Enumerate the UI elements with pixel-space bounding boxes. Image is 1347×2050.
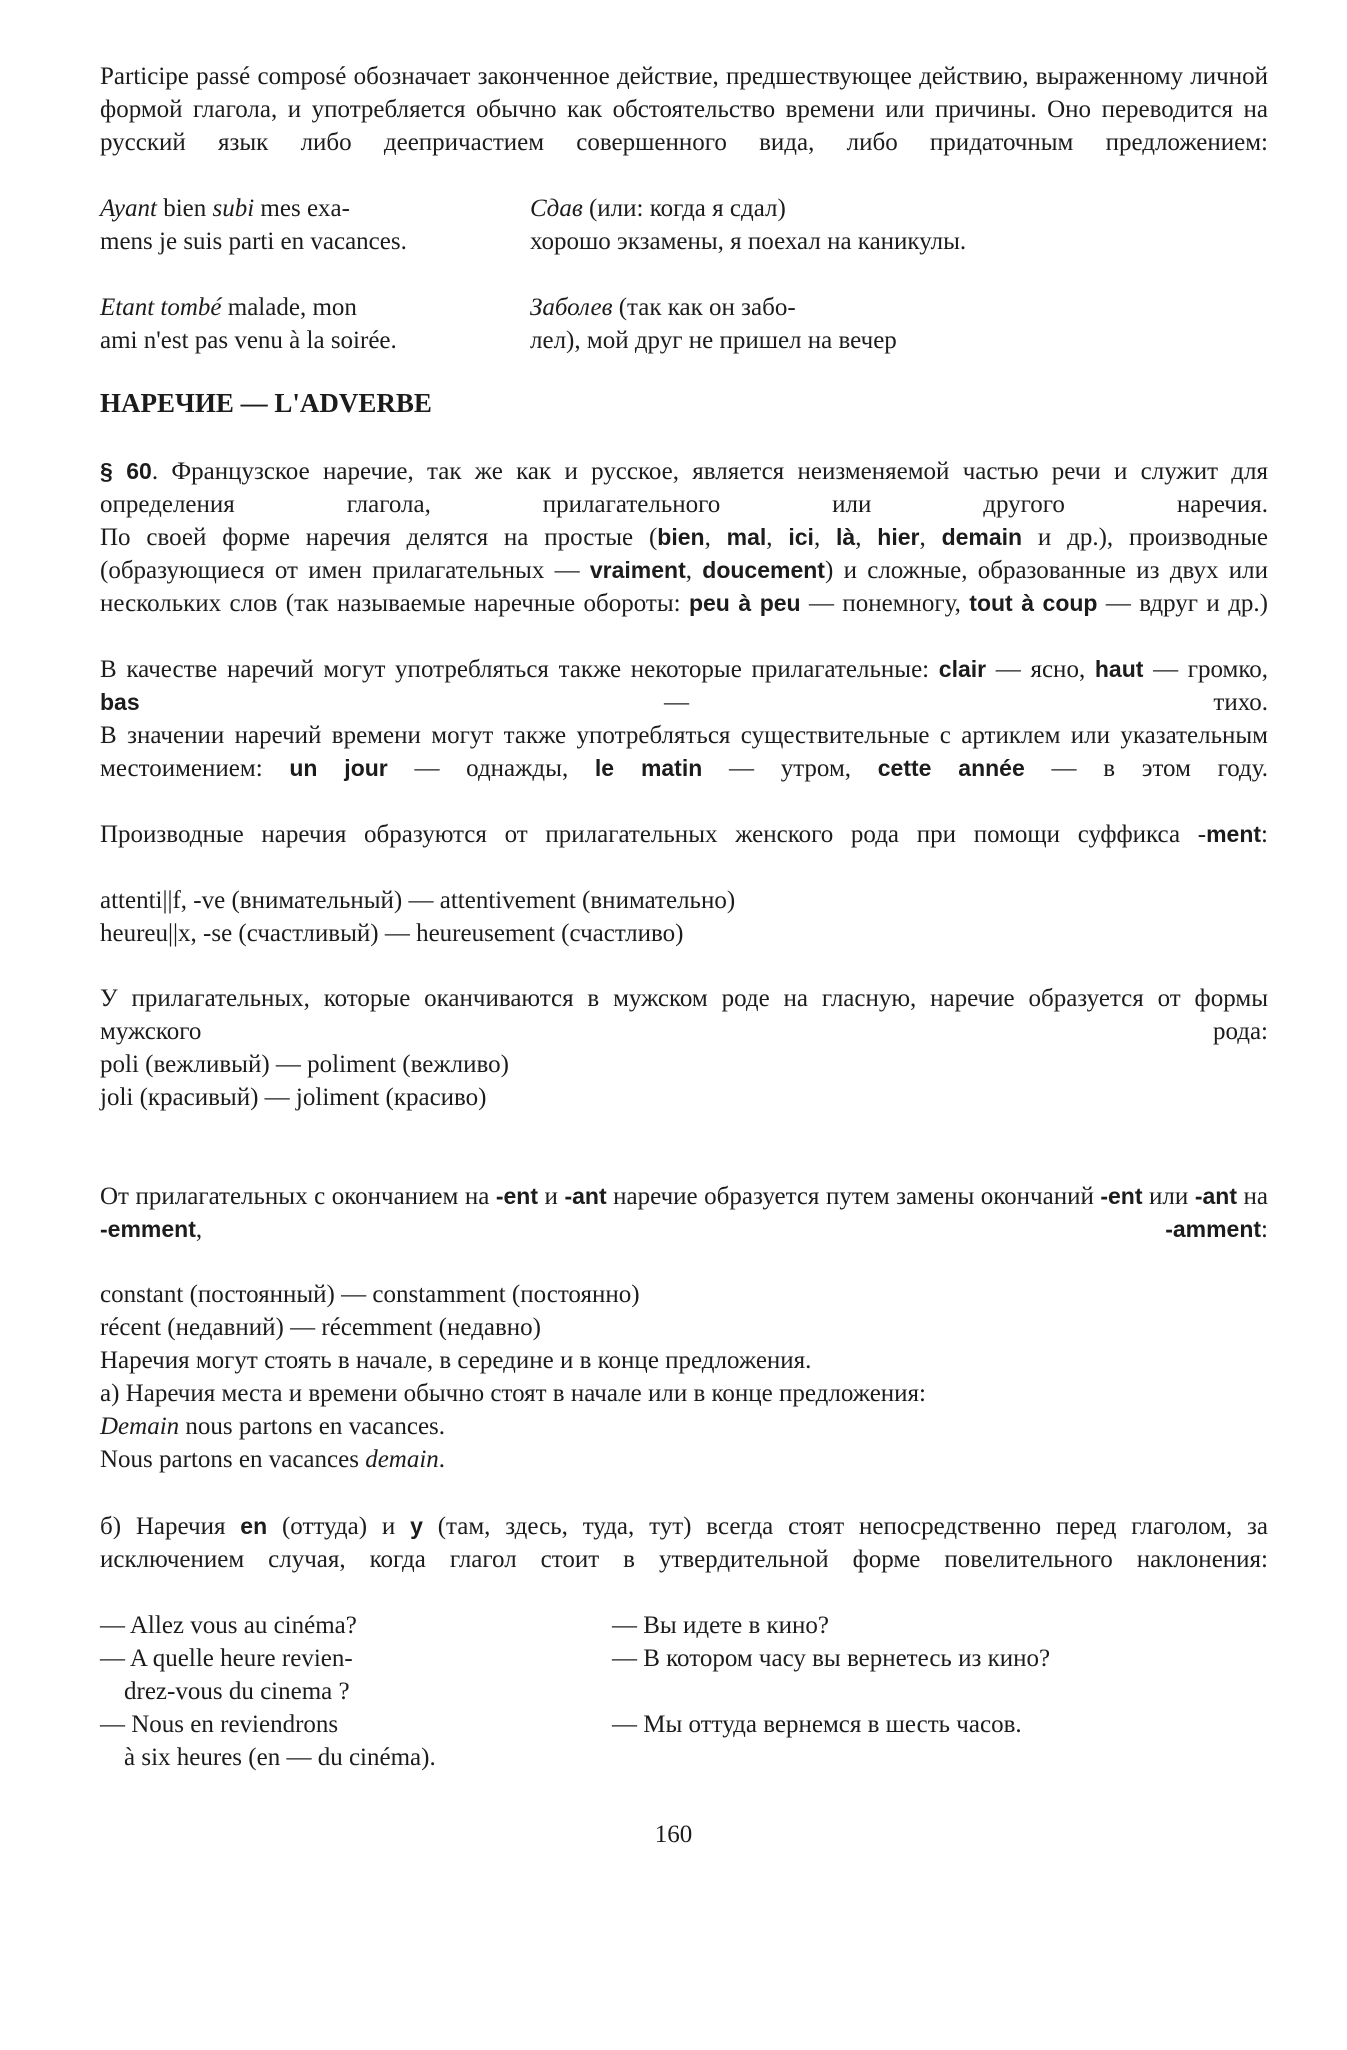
example-ru-line: Сдав (или: когда я сдал) [530,195,786,222]
dialog-fr: — Allez vous au cinéma? [100,1612,357,1639]
paragraph-adverb-forms: По своей форме наречия делятся на простые (bien, mal, ici, là, hier, demain и др.), производные (образующиеся от имен прилагательных — vraiment, doucement) и сложные, образованные из двух или нескольких слов (так называемые наречные обороты: peu à peu — понемногу, tout à coup — вдруг и др.) [100,524,1269,617]
example-line: récent (недавний) — récemment (недавно) [100,1314,541,1341]
section-heading: НАРЕЧИЕ — L'ADVERBE [100,388,432,418]
example-line: attenti||f, -ve (внимательный) — attentivement (внимательно) [100,887,736,914]
paragraph-ent-ant: От прилагательных с окончанием на -ent и -ant наречие образуется путем замены окончаний -ent или -ant на -emment, -amment: [100,1183,1268,1243]
example-line: heureu||x, -se (счастливый) — heureusement (счастливо) [100,920,684,947]
example-line: poli (вежливый) — poliment (вежливо) [100,1051,509,1078]
example-line: Demain nous partons en vacances. [100,1413,446,1440]
dialog-examples [100,1609,1268,1774]
adverb-position-text: Наречия могут стоять в начале, в середине и в конце предложения. [100,1347,812,1374]
example-line: constant (постоянный) — constamment (постоянно) [100,1281,640,1308]
paragraph-vowel-ending: У прилагательных, которые оканчиваются в мужском роде на гласную, наречие образуется от формы мужского рода: [100,985,1268,1045]
paragraph-en-y: б) Наречия en (оттуда) и y (там, здесь, туда, тут) всегда стоят непосредственно перед глаголом, за исключением случая, когда глагол стоит в утвердительной форме повелительного наклонения: [100,1513,1268,1573]
example-line: joli (красивый) — joliment (красиво) [100,1084,487,1111]
examples-masculine [100,1048,1268,1114]
example-fr-line: Ayant bien subi mes exa- [100,195,350,222]
dialog-fr: — Nous en reviendrons [100,1711,339,1738]
dialog-ru: — В котором часу вы вернетесь из кино? [612,1645,1051,1672]
dialog-fr: à six heures (en — du cinéma). [124,1744,436,1771]
paragraph-suffix-ment: Производные наречия образуются от прилагательных женского рода при помощи суффикса -ment: [100,821,1268,848]
dialog-row [100,1609,1268,1642]
page-number: 160 [654,1821,693,1848]
paragraph-60: § 60. Французское наречие, так же как и русское, является неизменяемой частью речи и служит для определения глагола, прилагательного или другого наречия. [100,458,1268,518]
example-line: Nous partons en vacances demain. [100,1446,446,1473]
example-fr-line: Etant tombé malade, mon [100,294,357,321]
dialog-row [100,1642,1268,1708]
example-fr-line: mens je suis parti en vacances. [100,228,407,255]
paragraph-adjectives-as-adverbs: В качестве наречий могут употребляться также некоторые прилагательные: clair — ясно, haut — громко, bas — тихо. [100,656,1268,716]
example-fr-line: ami n'est pas venu à la soirée. [100,327,397,354]
paragraph-nouns-as-adverbs: В значении наречий времени могут также употребляться существительные с артиклем или указательным местоимением: un jour — однажды, le matin — утром, cette année — в этом году. [100,722,1268,782]
examples-feminine [100,884,1268,950]
examples-emment [100,1278,1268,1476]
dialog-ru: — Мы оттуда вернемся в шесть часов. [612,1711,1022,1738]
dialog-row [100,1708,1268,1774]
example-ru-line: хорошо экзамены, я поехал на каникулы. [530,228,967,255]
dialog-fr: drez-vous du cinema ? [124,1678,350,1705]
example-etant-tombe [100,291,1268,357]
example-ru-line: лел), мой друг не пришел на вечер [530,327,897,354]
dialog-ru: — Вы идете в кино? [612,1612,829,1639]
dialog-fr: — A quelle heure revien- [100,1645,353,1672]
example-ru-line: Заболев (так как он забо- [530,294,796,321]
adverb-place-time-text: а) Наречия места и времени обычно стоят в начале или в конце предложения: [100,1380,926,1407]
example-ayant-subi [100,192,1268,258]
intro-paragraph: Participe passé composé обозначает законченное действие, предшествующее действию, выраженному личной формой глагола, и употребляется обычно как обстоятельство времени или причины. Оно переводится на русский язык либо деепричастием совершенного вида, либо придаточным предложением: [100,63,1268,156]
